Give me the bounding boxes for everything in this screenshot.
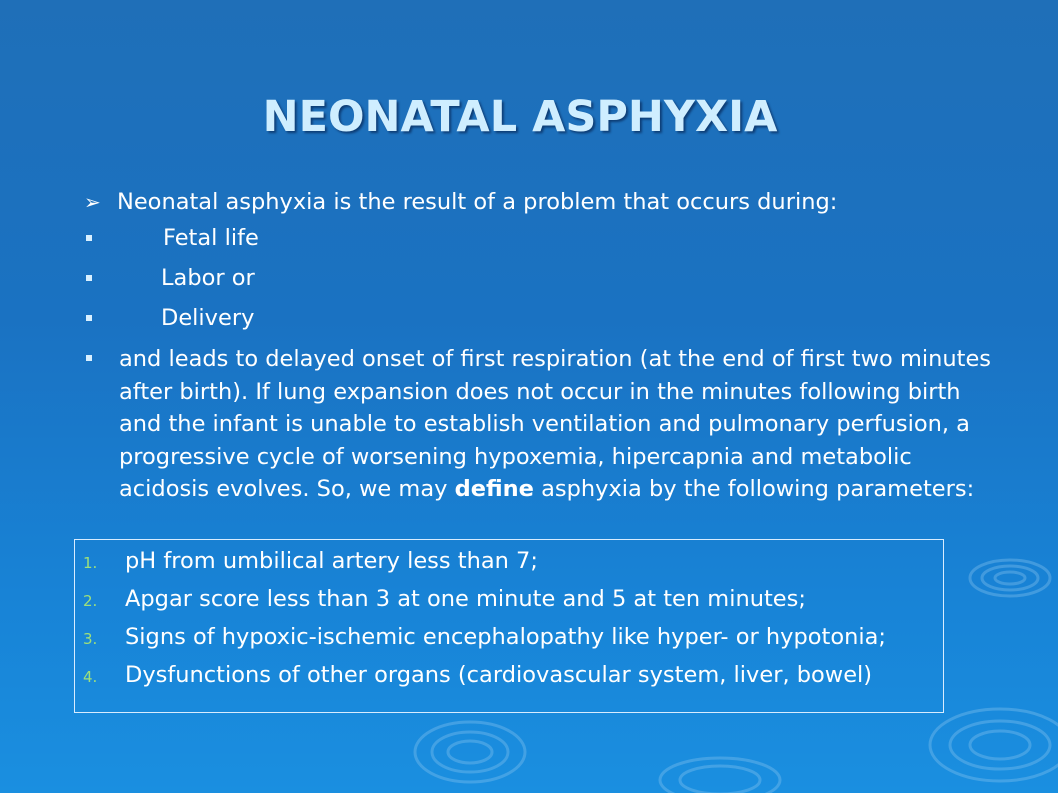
- paragraph-text: [119, 343, 1004, 506]
- square-bullet-icon: [86, 275, 92, 281]
- criteria-item: [83, 548, 943, 586]
- bullet-text: Labor or: [161, 265, 255, 291]
- bullet-list: [84, 223, 1004, 506]
- criteria-item: [83, 586, 943, 624]
- square-bullet-icon: [86, 235, 92, 241]
- list-item: [84, 263, 1004, 294]
- paragraph-bold-word: define: [454, 476, 534, 502]
- bullet-text: Delivery: [161, 305, 255, 331]
- criteria-item: [83, 624, 943, 662]
- bullet-text: Fetal life: [163, 225, 259, 251]
- arrow-bullet-icon: ➢: [84, 190, 101, 214]
- criteria-number: 2.: [83, 592, 98, 610]
- list-item: [84, 343, 1004, 506]
- criteria-number: 4.: [83, 668, 98, 686]
- lead-statement: [84, 185, 1004, 219]
- criteria-text: pH from umbilical artery less than 7;: [125, 548, 538, 574]
- criteria-number: 1.: [83, 554, 98, 572]
- criteria-box: [74, 539, 944, 713]
- criteria-list: [75, 540, 943, 700]
- square-bullet-icon: [86, 355, 92, 361]
- paragraph-after: asphyxia by the following parameters:: [533, 476, 975, 502]
- lead-text: Neonatal asphyxia is the result of a problem that occurs during:: [117, 189, 838, 215]
- slide-body: [84, 185, 1004, 515]
- criteria-text: Signs of hypoxic-ischemic encephalopathy like hyper- or hypotonia;: [125, 624, 886, 650]
- slide-title: NEONATAL ASPHYXIA: [262, 92, 778, 142]
- criteria-number: 3.: [83, 630, 98, 648]
- paragraph-before: and leads to delayed onset of first respiration (at the end of first two minutes after birth). If lung expansion does not occur in the minutes following birth and the infant is unable to establish ventilation and pulmonary perfusion, a progressive cycle of worsening hypoxemia, hipercapnia and metabolic acidosis evolves. So, we may: [119, 346, 992, 502]
- criteria-text: Apgar score less than 3 at one minute and 5 at ten minutes;: [125, 586, 806, 612]
- list-item: [84, 303, 1004, 334]
- list-item: [84, 223, 1004, 254]
- criteria-item: [83, 662, 943, 700]
- square-bullet-icon: [86, 315, 92, 321]
- criteria-text: Dysfunctions of other organs (cardiovascular system, liver, bowel): [125, 662, 873, 688]
